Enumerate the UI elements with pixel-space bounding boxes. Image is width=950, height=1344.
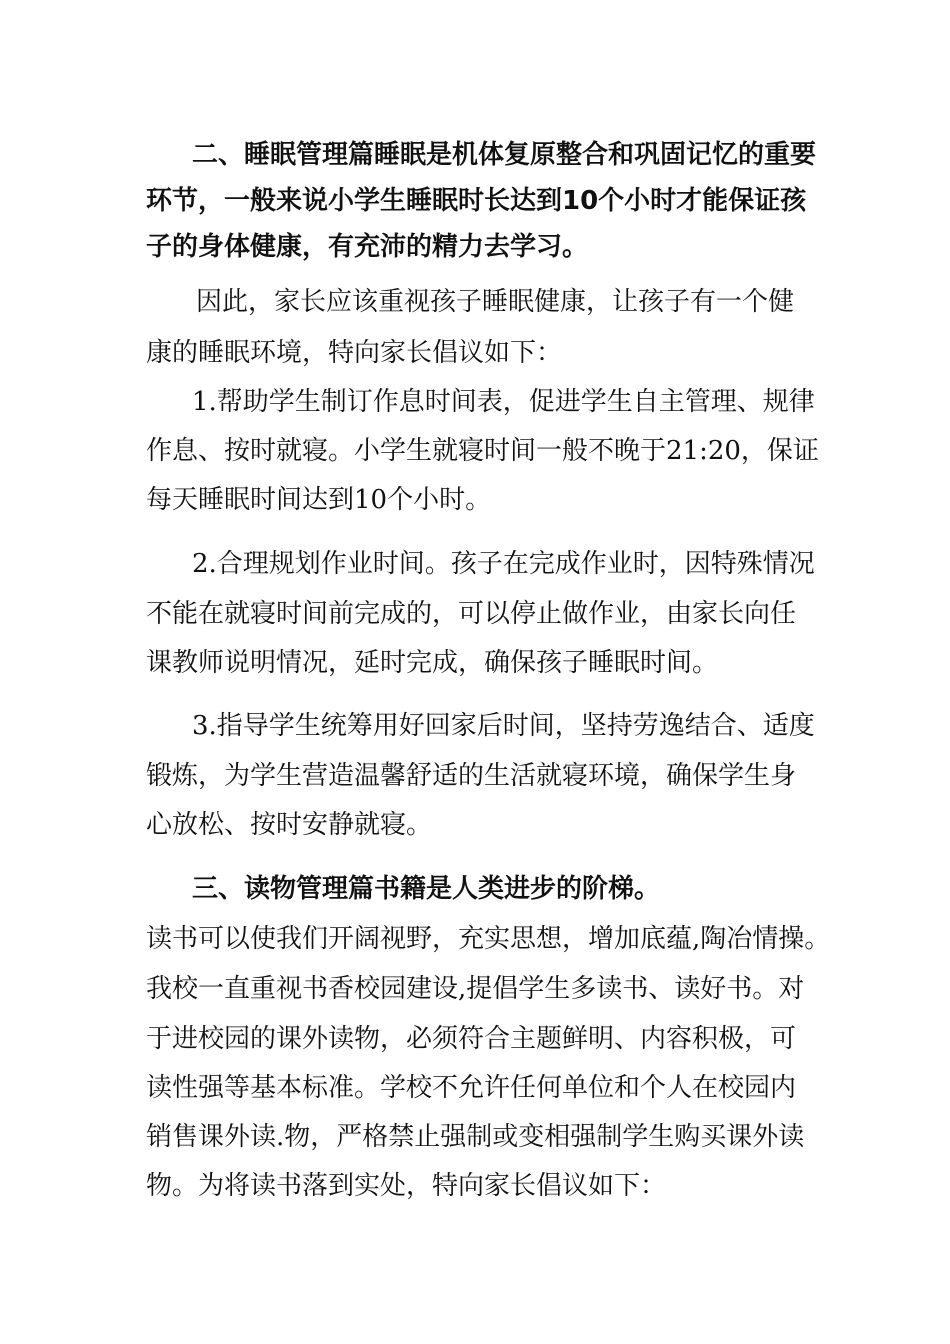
item1-line-3: 每天睡眠时间达到10个小时。 <box>146 485 492 515</box>
item2-line-2: 不能在就寝时间前完成的，可以停止做作业，由家长向任 <box>146 599 797 629</box>
section2-heading-line-2: 环节，一般来说小学生睡眠时长达到10个小时才能保证孩 <box>146 186 807 216</box>
item3-line-3: 心放松、按时安静就寝。 <box>146 810 433 840</box>
section2-intro-line-1: 因此，家长应该重视孩子睡眠健康，让孩子有一个健 <box>196 287 795 317</box>
section3-body-line-3: 于进校园的课外读物，必须符合主题鲜明、内容积极，可 <box>146 1024 797 1054</box>
section2-heading-line-3: 子的身体健康，有充沛的精力去学习。 <box>146 232 589 262</box>
section2-intro-line-2: 康的睡眠环境，特向家长倡议如下： <box>146 338 563 368</box>
section3-body-line-6: 物。为将读书落到实处，特向家长倡议如下： <box>146 1171 667 1201</box>
item3-line-1: 3.指导学生统筹用好回家后时间，坚持劳逸结合、适度 <box>192 711 815 741</box>
item2-line-1: 2.合理规划作业时间。孩子在完成作业时，因特殊情况 <box>192 549 815 579</box>
section2-heading-line-1: 二、睡眠管理篇睡眠是机体复原整合和巩固记忆的重要 <box>192 140 817 170</box>
section3-body-line-4: 读性强等基本标准。学校不允许任何单位和个人在校园内 <box>146 1073 797 1103</box>
item3-line-2: 锻炼，为学生营造温馨舒适的生活就寝环境，确保学生身 <box>146 761 797 791</box>
section3-body-line-1: 读书可以使我们开阔视野，充实思想，增加底蕴,陶冶情操。 <box>146 924 831 954</box>
section3-heading: 三、读物管理篇书籍是人类进步的阶梯。 <box>192 874 661 904</box>
section3-body-line-5: 销售课外读.物，严格禁止强制或变相强制学生购买课外读 <box>146 1122 805 1152</box>
item1-line-2: 作息、按时就寝。小学生就寝时间一般不晚于21:20，保证 <box>146 436 819 466</box>
item2-line-3: 课教师说明情况，延时完成，确保孩子睡眠时间。 <box>146 648 719 678</box>
section3-body-line-2: 我校一直重视书香校园建设,提倡学生多读书、读好书。对 <box>146 974 805 1004</box>
item1-line-1: 1.帮助学生制订作息时间表，促进学生自主管理、规律 <box>192 387 815 417</box>
